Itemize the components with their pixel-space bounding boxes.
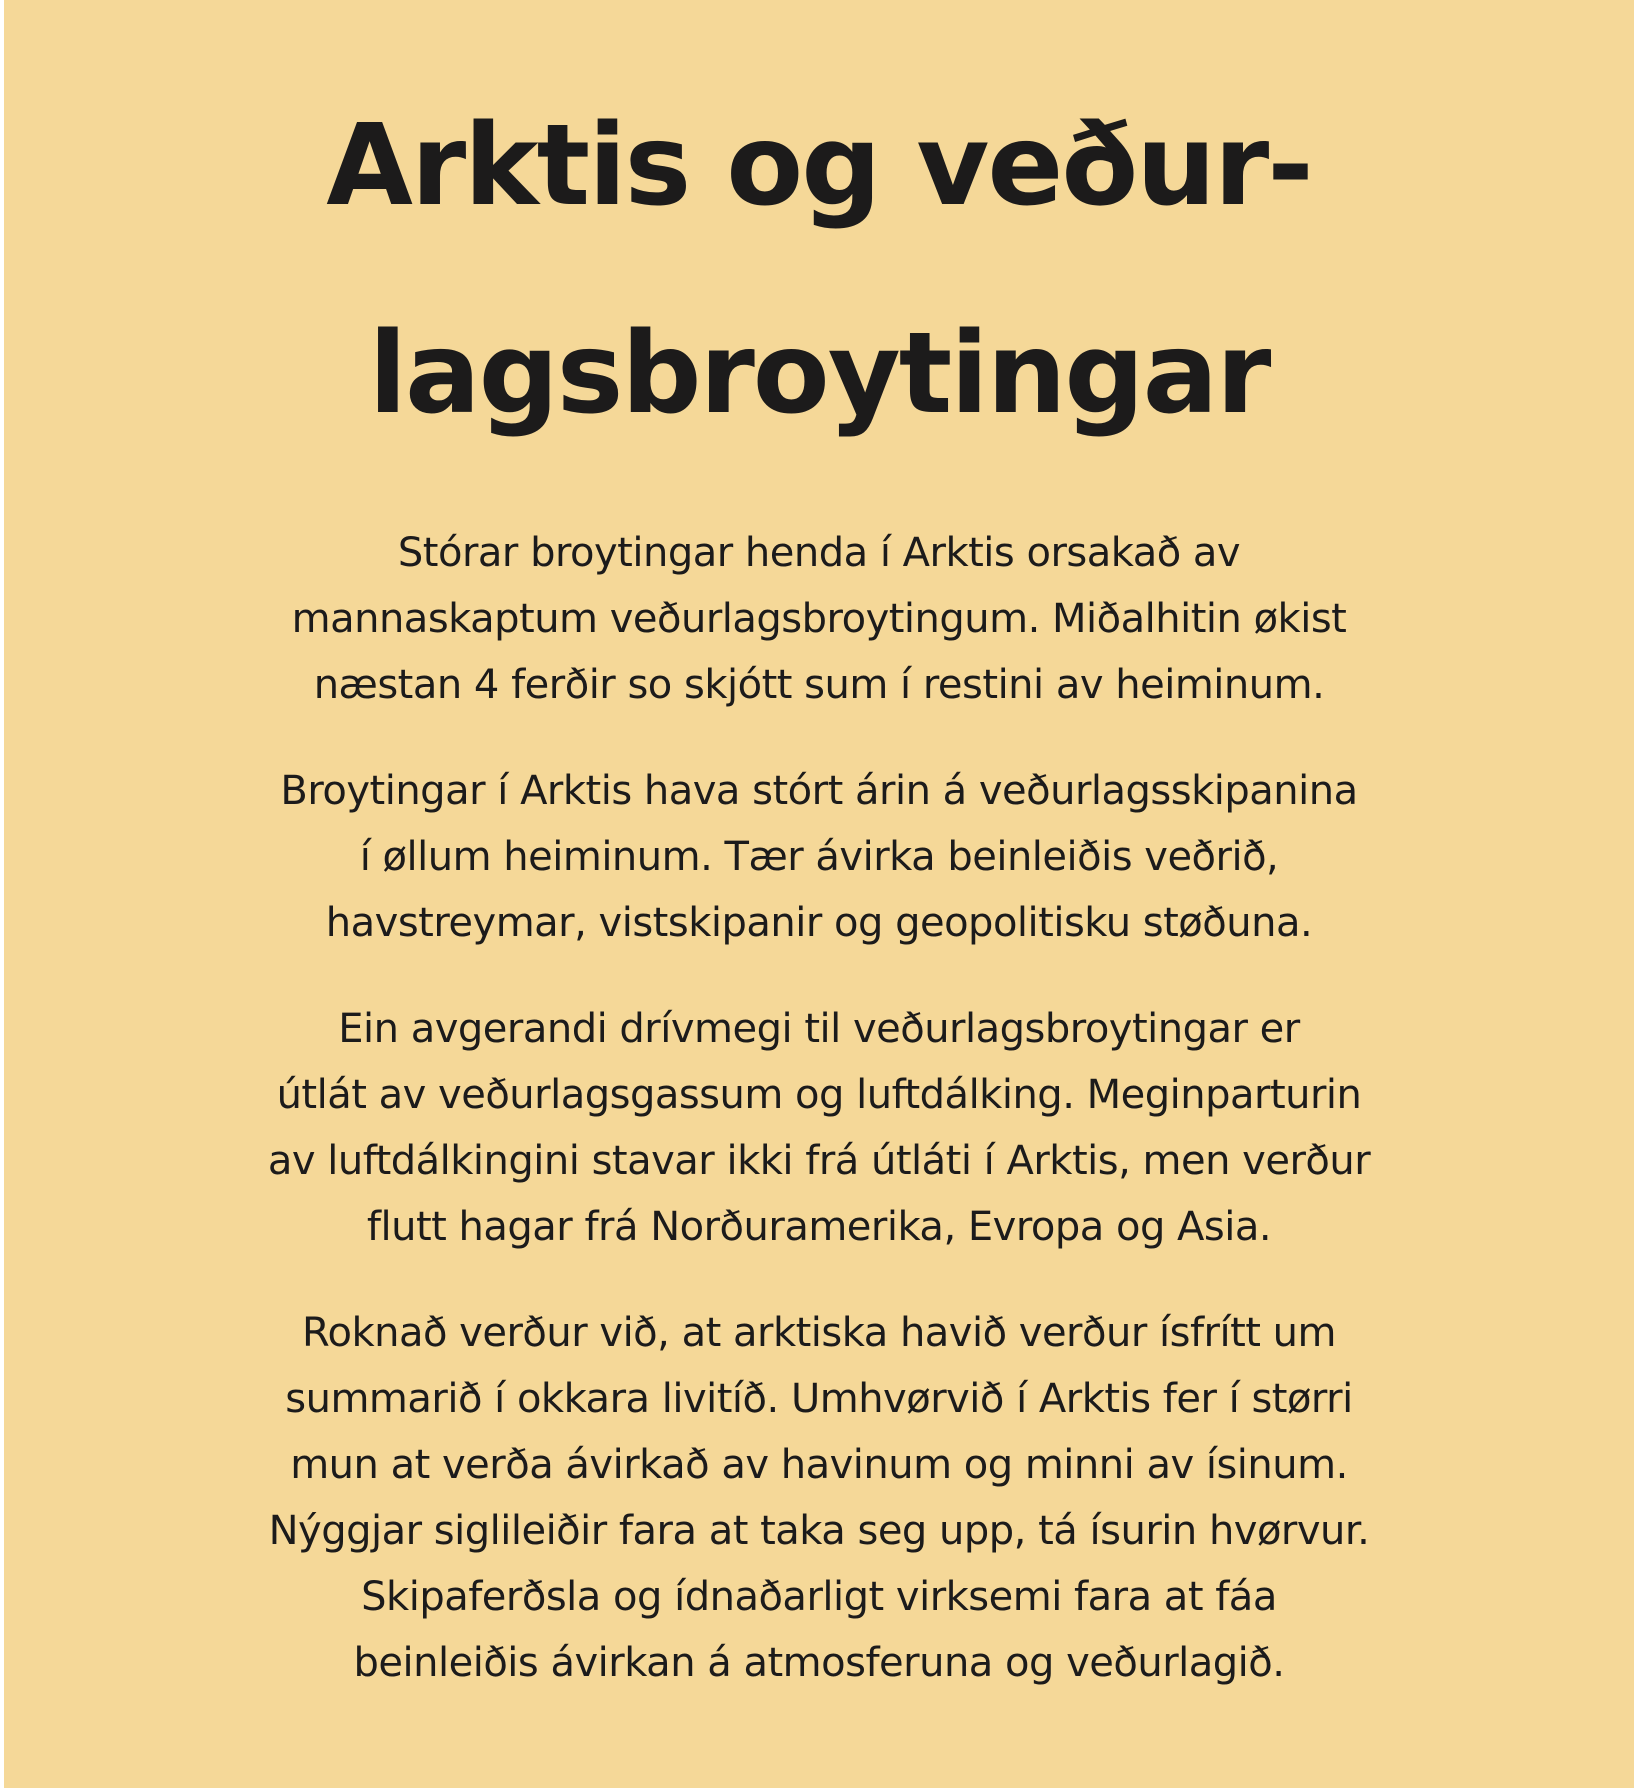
paragraph [194,1300,1444,1696]
text-line: Ein avgerandi drívmegi til veðurlagsbroytingar er [338,1006,1300,1052]
text-line: havstreymar, vistskipanir og geopolitisku støðuna. [325,900,1313,946]
text-line: beinleiðis ávirkan á atmosferuna og veðurlagið. [353,1640,1285,1686]
text-line: Roknað verður við, at arktiska havið verður ísfrítt um [302,1310,1336,1356]
page-title [4,62,1634,478]
text-line: Broytingar í Arktis hava stórt árin á veðurlagsskipanina [280,768,1358,814]
title-line: Arktis og veður- [326,101,1312,231]
text-line: útlát av veðurlagsgassum og luftdálking. Meginparturin [276,1072,1362,1118]
document-panel [4,0,1634,1788]
text-line: Skipaferðsla og ídnaðarligt virksemi fara at fáa [361,1574,1277,1620]
title-line: lagsbroytingar [368,309,1270,439]
text-line: Nýggjar siglileiðir fara at taka seg upp, tá ísurin hvørvur. [268,1508,1370,1554]
text-line: í øllum heiminum. Tær ávirka beinleiðis veðrið, [359,834,1279,880]
text-line: flutt hagar frá Norðuramerika, Evropa og Asia. [366,1204,1272,1250]
paragraph [194,758,1444,956]
text-line: Stórar broytingar henda í Arktis orsakað av [397,530,1241,576]
body-text [194,520,1444,1736]
text-line: mun at verða ávirkað av havinum og minni av ísinum. [290,1442,1348,1488]
text-line: mannaskaptum veðurlagsbroytingum. Miðalhitin økist [291,596,1347,642]
paragraph [194,520,1444,718]
text-line: summarið í okkara livitíð. Umhvørvið í Arktis fer í størri [285,1376,1353,1422]
text-line: næstan 4 ferðir so skjótt sum í restini av heiminum. [313,662,1325,708]
text-line: av luftdálkingini stavar ikki frá útláti í Arktis, men verður [267,1138,1371,1184]
paragraph [194,996,1444,1260]
